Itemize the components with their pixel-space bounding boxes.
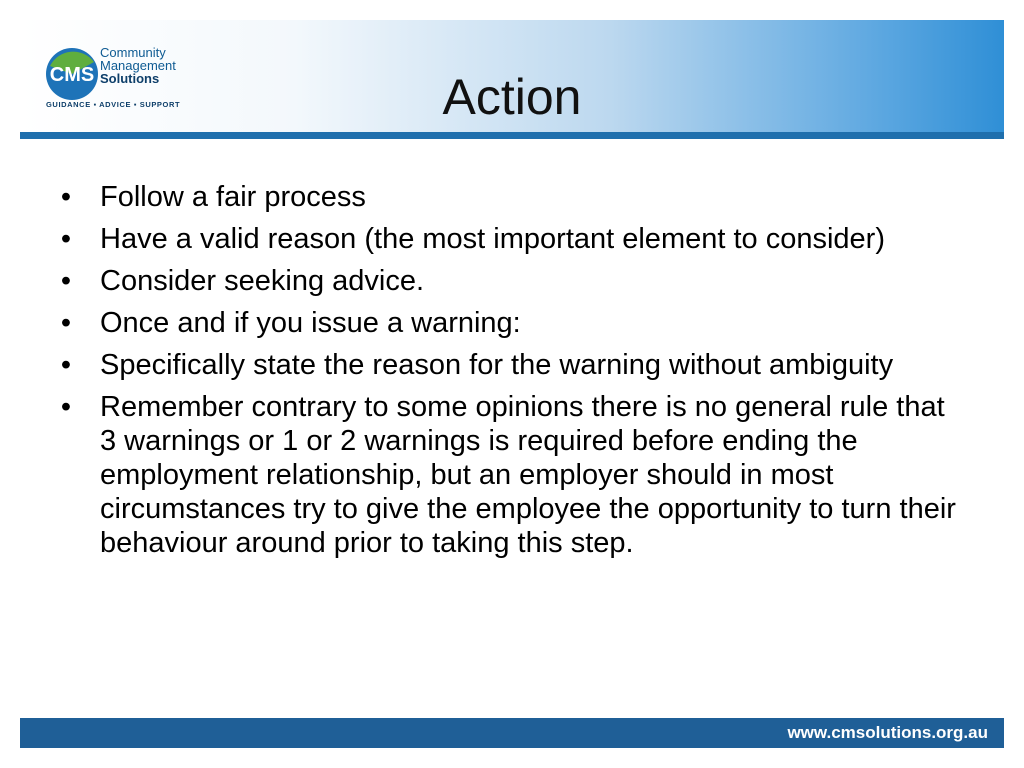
- logo-tagline: GUIDANCE ▪ ADVICE ▪ SUPPORT: [46, 100, 181, 109]
- bullet-text: Once and if you issue a warning:: [100, 307, 521, 339]
- bullet-text: Consider seeking advice.: [100, 265, 425, 297]
- logo-line-management: Management: [100, 58, 176, 73]
- bullet-text: Have a valid reason (the most important element to consider): [100, 223, 885, 255]
- bullet-item: [56, 222, 956, 256]
- bullet-text: Follow a fair process: [100, 181, 366, 213]
- bullet-item: [56, 306, 956, 340]
- bullet-list: [56, 180, 956, 568]
- bullet-item: [56, 264, 956, 298]
- bullet-item: [56, 390, 956, 560]
- bullet-dot-icon: •: [60, 181, 72, 213]
- logo-line-community: Community: [100, 45, 166, 60]
- logo-mark-text: CMS: [49, 64, 95, 86]
- slide-title: Action: [442, 69, 582, 125]
- bullet-text: Remember contrary to some opinions there is no general rule that 3 warnings or 1 or 2 warnings is required before ending the employment relationship, but an employer should in most circumstances try to give the employee the opportunity to turn their behaviour around prior to taking this step.: [100, 391, 956, 559]
- header-rule: [20, 132, 1004, 139]
- logo-line-solutions: Solutions: [100, 71, 160, 86]
- bullet-dot-icon: •: [60, 391, 72, 423]
- bullet-dot-icon: •: [60, 307, 72, 339]
- bullet-dot-icon: •: [60, 223, 72, 255]
- bullet-item: [56, 348, 956, 382]
- bullet-dot-icon: •: [60, 349, 72, 381]
- bullet-text: Specifically state the reason for the warning without ambiguity: [100, 349, 894, 381]
- bullet-dot-icon: •: [60, 265, 72, 297]
- bullet-item: [56, 180, 956, 214]
- footer-url-link[interactable]: www.cmsolutions.org.au: [787, 723, 988, 742]
